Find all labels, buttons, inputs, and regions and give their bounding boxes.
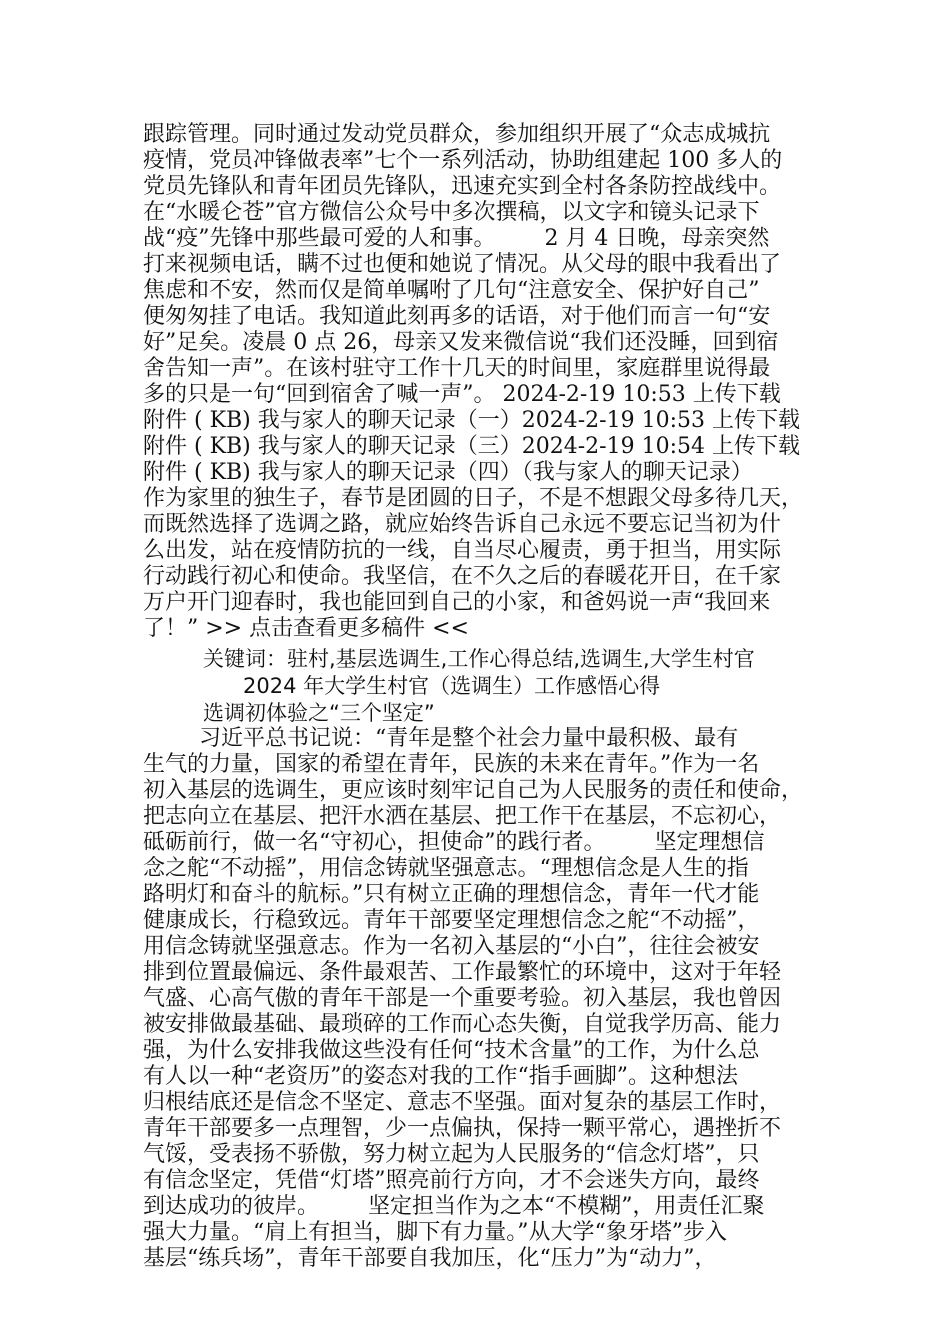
body-text-line: 到达成功的彼岸。 坚定担当作为之本“不模糊”，用责任汇聚	[143, 1194, 765, 1219]
body-text-line: 而既然选择了选调之路，就应始终告诉自己永远不要忘记当初为什	[143, 512, 782, 537]
body-text-line: 气馁，受表扬不骄傲，努力树立起为人民服务的“信念灯塔”，只	[143, 1142, 760, 1167]
body-text-line: 跟踪管理。同时通过发动党员群众，参加组织开展了“众志成城抗	[143, 122, 771, 147]
body-text-line: 把志向立在基层、把汗水洒在基层、把工作干在基层，不忘初心，	[143, 804, 782, 829]
body-text-line: 有信念坚定，凭借“灯塔”照亮前行方向，才不会迷失方向，最终	[143, 1168, 760, 1193]
body-text-line: 青年干部要多一点理智，少一点偏执，保持一颗平常心，遇挫折不	[143, 1116, 782, 1141]
body-text-line: 么出发，站在疫情防抗的一线，自当尽心履责，勇于担当，用实际	[143, 538, 782, 563]
section-subtitle: 选调初体验之“三个坚定”	[203, 701, 435, 725]
body-text-line: 多的只是一句“回到宿舍了喊一声”。 2024-2-19 10:53 上传下载	[143, 382, 781, 407]
body-text-line: 疫情，党员冲锋做表率”七个一系列活动，协助组建起 100 多人的	[143, 148, 783, 173]
body-text-line: 初入基层的选调生，更应该时刻牢记自己为人民服务的责任和使命，	[143, 778, 804, 803]
body-text-line: 党员先锋队和青年团员先锋队，迅速充实到全村各条防控战线中。	[143, 174, 782, 199]
body-text-line: 强，为什么安排我做这些没有任何“技术含量”的工作，为什么总	[143, 1038, 760, 1063]
body-text-line: 打来视频电话，瞒不过也便和她说了情况。从父母的眼中我看出了	[143, 252, 782, 277]
body-text-line: 强大力量。“肩上有担当，脚下有力量。”从大学“象牙塔”步入	[143, 1220, 727, 1245]
body-text-line: 万户开门迎春时，我也能回到自己的小家，和爸妈说一声“我回来	[143, 590, 771, 615]
body-text-line: 气盛、心高气傲的青年干部是一个重要考验。初入基层，我也曾因	[143, 986, 782, 1011]
body-text-line: 被安排做最基础、最琐碎的工作而心态失衡，自觉我学历高、能力	[143, 1012, 782, 1037]
page-title: 2024 年大学生村官（选调生）工作感悟心得	[243, 674, 661, 698]
body-text-line: 归根结底还是信念不坚定、意志不坚强。面对复杂的基层工作时，	[143, 1090, 782, 1115]
body-text-line: 便匆匆挂了电话。我知道此刻再多的话语，对于他们而言一句“安	[143, 304, 771, 329]
body-text-line: 排到位置最偏远、条件最艰苦、工作最繁忙的环境中，这对于年轻	[143, 960, 782, 985]
body-text-line: 焦虑和不安，然而仅是简单嘱咐了几句“注意安全、保护好自己”	[143, 278, 760, 303]
body-text-line: 念之舵“不动摇”，用信念铸就坚强意志。“理想信念是人生的指	[143, 856, 749, 881]
body-text-line: 在“水暖仑苍”官方微信公众号中多次撰稿，以文字和镜头记录下	[143, 200, 760, 225]
body-text-line: 舍告知一声”。在该村驻守工作十几天的时间里，家庭群里说得最	[143, 356, 771, 381]
body-text-line: 基层“练兵场”，青年干部要自我加压，化“压力”为“动力”，	[143, 1246, 717, 1271]
body-text-line: 作为家里的独生子，春节是团圆的日子，不是不想跟父母多待几天，	[143, 486, 804, 511]
more-articles-link[interactable]: 了！” >> 点击查看更多稿件 <<	[143, 616, 469, 641]
body-text-line: 有人以一种“老资历”的姿态对我的工作“指手画脚”。这种想法	[143, 1064, 738, 1089]
body-text-line: 好”足矣。凌晨 0 点 26，母亲又发来微信说“我们还没睡，回到宿	[143, 330, 779, 355]
keywords-line: 关键词：驻村,基层选调生,工作心得总结,选调生,大学生村官	[203, 647, 755, 671]
body-text-line: 习近平总书记说：“青年是整个社会力量中最积极、最有	[143, 726, 739, 751]
body-text-line: 附件 ( KB) 我与家人的聊天记录（三）2024-2-19 10:54 上传下载	[143, 434, 800, 459]
body-text-line: 附件 ( KB) 我与家人的聊天记录（四）（我与家人的聊天记录）	[143, 460, 753, 485]
body-text-line: 砥砺前行，做一名“守初心，担使命”的践行者。 坚定理想信	[143, 830, 765, 855]
body-text-line: 健康成长，行稳致远。青年干部要坚定理想信念之舵“不动摇”，	[143, 908, 760, 933]
body-text-line: 行动践行初心和使命。我坚信，在不久之后的春暖花开日，在千家	[143, 564, 782, 589]
body-text-line: 路明灯和奋斗的航标。”只有树立正确的理想信念，青年一代才能	[143, 882, 760, 907]
body-text-line: 生气的力量，国家的希望在青年，民族的未来在青年。”作为一名	[143, 752, 760, 777]
body-text-line: 用信念铸就坚强意志。作为一名初入基层的“小白”，往往会被安	[143, 934, 760, 959]
body-text-line: 附件 ( KB) 我与家人的聊天记录（一）2024-2-19 10:53 上传下载	[143, 408, 800, 433]
body-text-line: 战“疫”先锋中那些最可爱的人和事。 2 月 4 日晚，母亲突然	[143, 226, 770, 251]
